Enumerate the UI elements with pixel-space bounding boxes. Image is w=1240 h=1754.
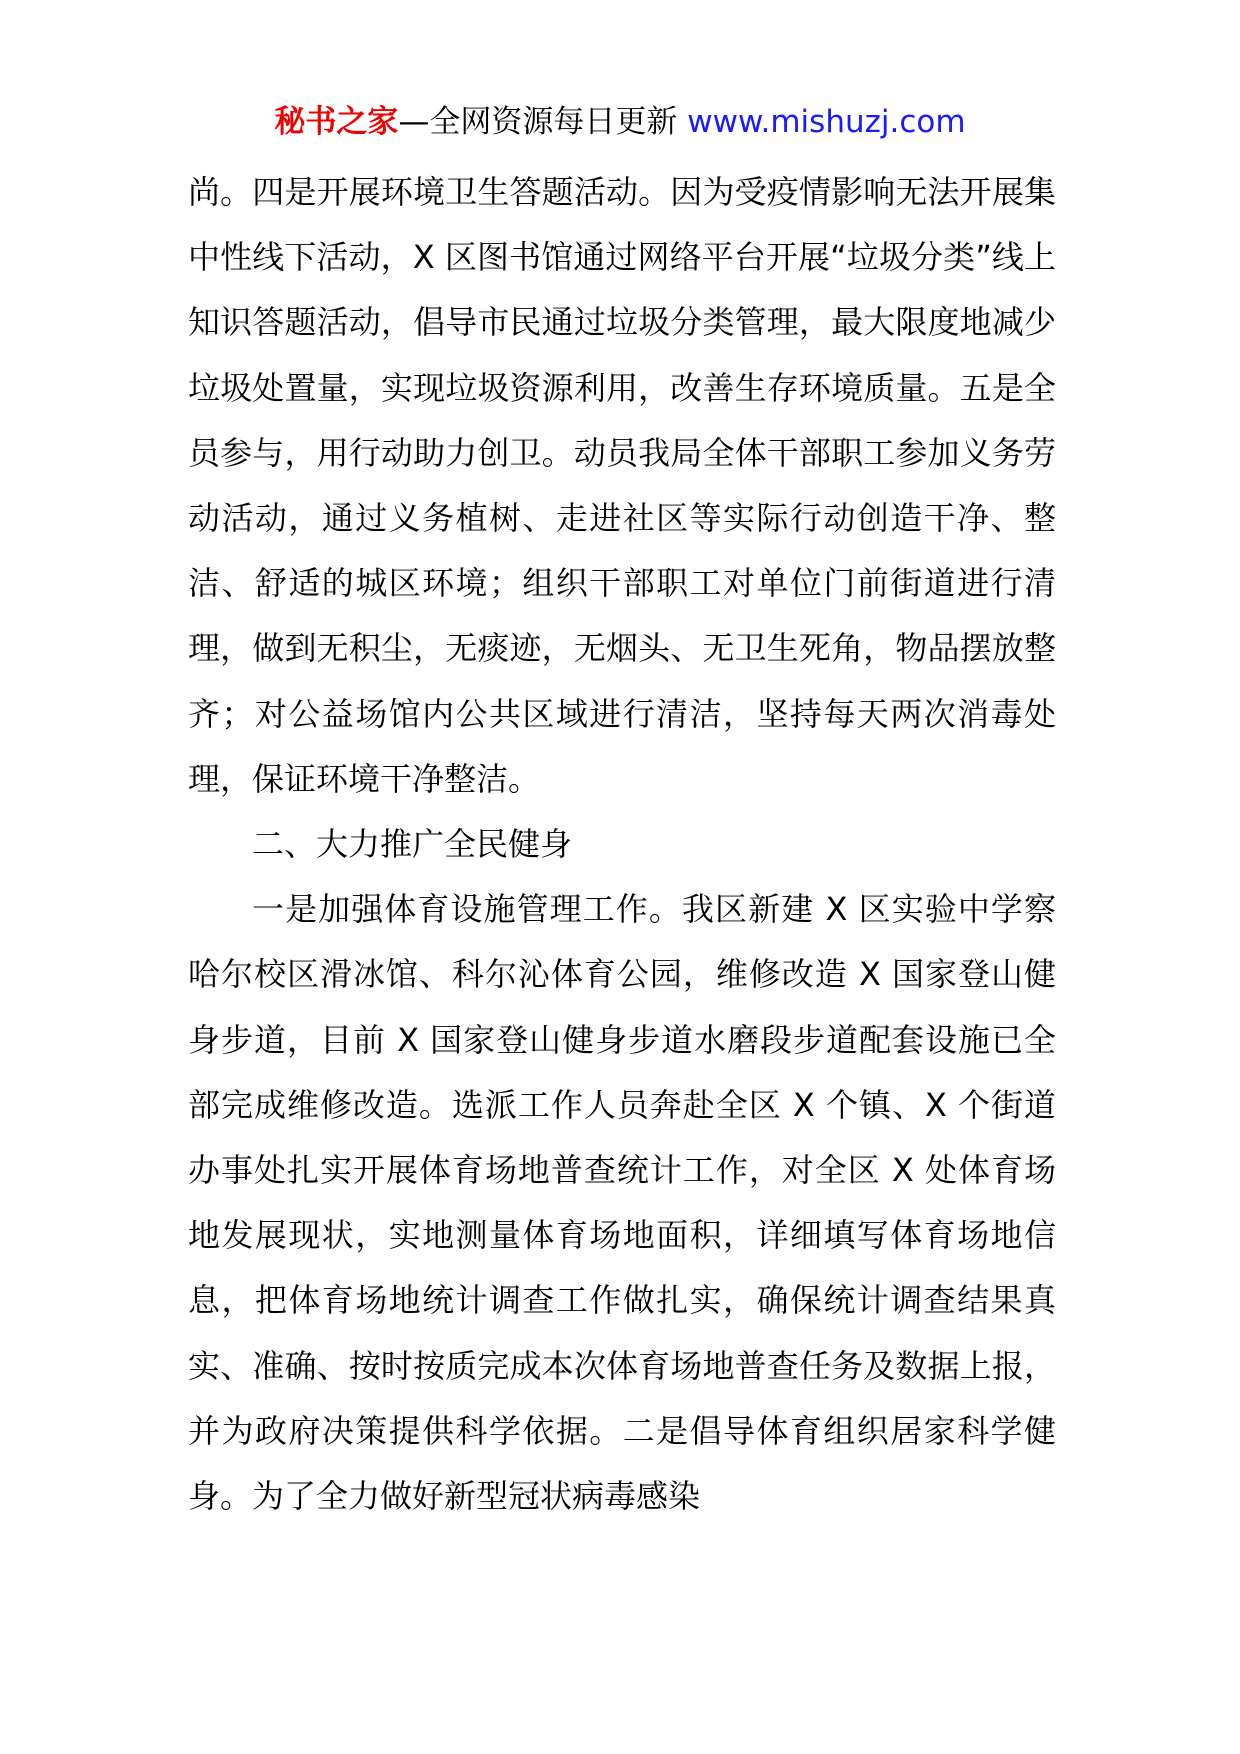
section-heading: 二、大力推广全民健身 — [252, 825, 573, 864]
site-header — [0, 100, 1240, 144]
brand-name: 秘书之家 — [274, 104, 399, 140]
paragraph-fitness: 一是加强体育设施管理工作。我区新建 X 区实验中学察哈尔校区滑冰馆、科尔沁体育公园，维修改造 X 国家登山健身步道，目前 X 国家登山健身步道水磨段步道配套设施已全部完成维修改造。选派工作人员奔赴全区 X 个镇、X 个街道办事处扎实开展体育场地普查统计工作，对全区 X 处体育场地发展现状，实地测量体育场地面积，详细填写体育场地信息，把体育场地统计调查工作做扎实，确保统计调查结果真实、准确、按时按质完成本次体育场地普查任务及数据上报，并为政府决策提供科学依据。二是倡导体育组织居家科学健身。为了全力做好新型冠状病毒感染 — [188, 890, 1056, 1516]
site-url-link[interactable]: www.mishuzj.com — [687, 104, 966, 140]
paragraph-continued: 尚。四是开展环境卫生答题活动。因为受疫情影响无法开展集中性线下活动，X 区图书馆通过网络平台开展“垃圾分类”线上知识答题活动，倡导市民通过垃圾分类管理，最大限度地减少垃圾处置量，实现垃圾资源利用，改善生存环境质量。五是全员参与，用行动助力创卫。动员我局全体干部职工参加义务劳动活动，通过义务植树、走进社区等实际行动创造干净、整洁、舒适的城区环境；组织干部职工对单位门前街道进行清理，做到无积尘，无痰迹，无烟头、无卫生死角，物品摆放整齐；对公益场馆内公共区域进行清洁，坚持每天两次消毒处理，保证环境干净整洁。 — [188, 173, 1056, 798]
document-body — [188, 160, 1056, 1529]
header-slogan: —全网资源每日更新 — [398, 104, 678, 140]
